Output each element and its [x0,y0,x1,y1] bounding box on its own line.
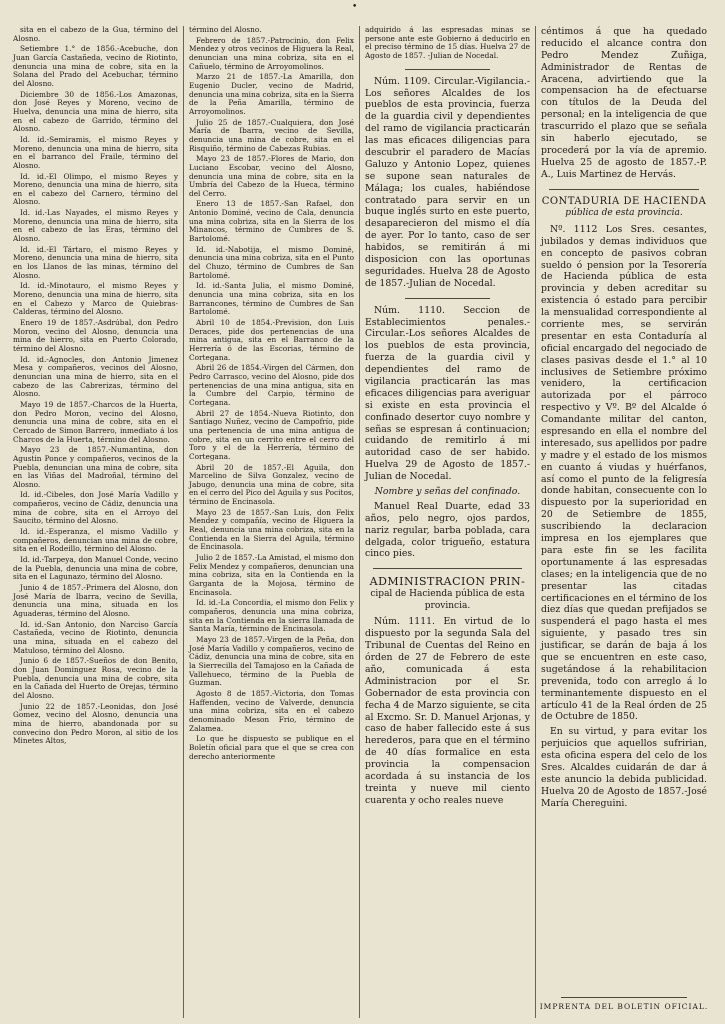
mine-entry: Junio 6 de 1857.-Sueños de don Benito, don Juan Dominguez Rosa, vecino de la Puebla, denuncia una mina de cobre, sita en la Cañada del Huerto de Orejas, término del Alosno. [13,656,178,700]
mine-entry: Id. id.-Tarpeya, don Manuel Conde, vecino de la Puebla, denuncia una mina de cobre, sita en el Lagunazo, término del Alosno. [13,555,178,582]
section-heading: CONTADURIA DE HACIENDA [541,195,707,207]
column-2 [184,26,360,1018]
top-mark: • [352,2,358,12]
divider [561,997,687,998]
mine-entry: Junio 4 de 1857.-Primera del Alosno, don José María de Ibarra, vecino de Sevilla, denuncia una mina, situada en los Aguaderas, término del Alosno. [13,583,178,618]
confined-description: Manuel Real Duarte, edad 33 años, pelo negro, ojos pardos, nariz regular, barba poblada, cara delgada, color trigueño, estatura cinco pies. [365,500,530,560]
mine-entry: Id. id.-San Antonio, don Narciso García Castañeda, vecino de Riotinto, denuncia una mina, situada en el cabezo del Matuloso, término del Alosno. [13,619,178,655]
mine-entry: Id. id.-Esperanza, el mismo Vadillo y compañeros, denuncian una mina de cobre, sita en el Rodeillo, término del Alosno. [13,527,178,554]
mine-entry: Id. id.-Las Nayades, el mismo Reyes y Moreno, denuncia una mina de hierro, sita en el cabezo de las Eras, término del Alosno. [13,208,178,244]
mine-entry: Julio 2 de 1857.-La Amistad, el mismo don Felix Mendez y compañeros, denuncian una mina cobriza, sita en la Contienda en la Garganta de la Mojosa, término de Encinasola. [189,553,354,597]
imprint-line: IMPRENTA DEL BOLETIN OFICIAL. [539,1002,709,1012]
notice-continuation: céntimos á que ha quedado reducido el alcance contra don Pedro Mendez Zuñiga, Administrador de Rentas de Aracena, advirtiendo que la compensacion ha de efectuarse con títulos de la Deuda del personal; en la inteligencia de que trascurrido el plazo que se señala sin haberlo ejecutado, se procederá por la vía de apremio. Huelva 25 de agosto de 1857.-P. A., Luis Martinez de Hervás. [541,26,707,180]
mine-entry: Id. id.-La Concordia, el mismo don Felix y compañeros, denuncia una mina cobriza, sita en la Contienda en la sierra llamada de Santa María, término de Encinasola. [189,598,354,634]
divider [549,189,699,190]
mine-entry: Setiembre 1.° de 1856.-Acebuche, don Juan García Castañeda, vecino de Riotinto, denuncia una mina de cobre, sita en la Solana del Prado del Acebuchar, término del Alosno. [13,44,178,88]
circular-1110: Núm. 1110. Seccion de Establecimientos penales.-Circular.-Los señores Alcaldes de los pueblos de esta provincia, fuerza de la guardia civil y dependientes del ramo de vigilancia practicarán las mas eficaces diligencias para averiguar si existe en esta provincia el confinado desertor cuyo nombre y señas se espresan á continuacion; cuidando de remitirlo á mi autoridad caso de ser habido. Huelva 29 de Agosto de 1857.-Julian de Nocedal. [365,304,530,483]
notice-continuation: adquirido á las espresadas minas se persone ante este Gobierno á deducirlo en el preciso término de 15 días. Huelva 27 de Agosto de 1857. -Julian de Nocedal. [365,26,530,60]
mine-entry: Marzo 21 de 1857.-La Amarilla, don Eugenio Ducler, vecino de Madrid, denuncia una mina cobriza, sita en la Sierra de la Peña Amarilla, término de Arroyomolinos. [189,72,354,116]
mine-entry: Agosto 8 de 1857.-Victoria, don Tomas Haffenden, vecino de Valverde, denuncia una mina cobriza, sita en el cabezo denominado Meson Frio, término de Zalamea. [189,688,354,733]
mine-entry: Mayo 23 de 1857.-Virgen de la Peña, don José María Vadillo y compañeros, vecino de Cádiz, denuncia una mina de cobre, sita en la Sierrecilla del Tamajoso en la Cañada de Vallehueco, término de la Puebla de Guzman. [189,634,354,688]
closing-notice: En su virtud, y para evitar los perjuicios que aquellos sufririan, esta oficina espera del celo de los Sres. Alcaldes cuidarán de dar á este anuncio la debida publicidad. Huelva 20 de Agosto de 1857.-José María Chereguini. [541,726,707,809]
column-1 [8,26,184,1018]
mine-entry: Id. id.-El Olimpo, el mismo Reyes y Moreno, denuncia una mina de hierro, sita en el cabezo del Carnero, término del Alosno. [13,171,178,207]
divider [373,568,522,569]
column-4 [536,26,712,1018]
mine-entry: Abril 20 de 1857.-El Aguila, don Marcelino de Silva Gonzalez, vecino de Jabugo, denuncia una mina de cobre, sita en el cerro del Pico del Aguila y sus Pocitos, término de Encinasola. [189,462,354,507]
mine-entry: sita en el cabezo de la Gua, término del Alosno. [13,26,178,43]
section-subheading: pública de esta provincia. [565,208,683,219]
mine-entry: Id. id.-Minotauro, el mismo Reyes y Moreno, denuncia una mina de hierro, sita en el Cabezo y Marco de Quiebras-Calderas, término del Alosno. [13,281,178,317]
mine-entry: Abril 27 de 1854.-Nueva Riotinto, don Santiago Nuñez, vecino de Campofrío, pide una pertenencia de una mina antigua de cobre, sita en un cerrito entre el cerro del Toro y el de la Herrería, término de Cortegana. [189,408,354,461]
closing-notice: Lo que he dispuesto se publique en el Boletín oficial para que el que se crea con derecho anteriormente [189,734,354,761]
columns [8,26,717,1018]
mine-entry: Mayo 23 de 1857.-Numantina, don Agustin Ponce y compañeros, vecinos de la Puebla, denuncian una mina de cobre, sita en las Viñas del Madroñal, término del Alosno. [13,445,178,489]
column-3 [360,26,536,1018]
circular-1109: Núm. 1109. Circular.-Vigilancia.-Los señores Alcaldes de los pueblos de esta provincia, fuerza de la guardia civil y dependientes del ramo de vigilancia practicarán las mas eficaces diligencias para descubrir el paradero de Macías Galuzo y Antonio Lopez, quienes se supone sean naturales de Málaga; los cuales, habiéndose contratado para servir en un buque inglés surto en este puerto, desaparecieron del mismo el día de ayer. Por lo tanto, caso de ser habidos, se remitirán á mi disposicion con las oportunas seguridades. Huelva 28 de Agosto de 1857.-Julian de Nocedal. [365,75,530,289]
section-heading: ADMINISTRACION PRIN- [369,575,526,589]
mine-entry: Junio 22 de 1857.-Leonidas, don José Gomez, vecino del Alosno, denuncia una mina de hierro, abandonada por su convecino don Pedro Moron, al sitio de los Minetes Altos, [13,701,178,746]
mine-entry: Id. id.-Cibeles, don José María Vadillo y compañeros, vecino de Cádiz, denuncia una mina de cobre, sita en el Arroyo del Saucito, término del Alosno. [13,490,178,526]
mine-entry: Enero 19 de 1857.-Asdrúbal, don Pedro Moron, vecino del Alosno, denuncia una mina de hierro, sita en Puerto Colorado, término del Alosno. [13,318,178,353]
mine-entry: Id. id.-Semiramis, el mismo Reyes y Moreno, denuncia una mina de hierro, sita en el barranco del Fraile, término del Alosno. [13,134,178,170]
mine-entry: Febrero de 1857.-Patrocinio, don Felix Mendez y otros vecinos de Higuera la Real, denuncian una mina cobriza, sita en el Cañuelo, término de Arroyomolinos. [189,35,354,71]
notice-1111: Núm. 1111. En virtud de lo dispuesto por la segunda Sala del Tribunal de Cuentas del Reino en órden de 27 de Febrero de este año, comunicada á esta Administracion por el Sr. Gobernador de esta provincia con fecha 4 de Marzo siguiente, se cita al Excmo. Sr. D. Manuel Arjonas, y caso de haber fallecido este á sus herederos, para que en el término de 40 días formalice en esta provincia la compensacion acordada á su instancia de los treinta y nueve mil ciento cuarenta y ocho reales nueve [365,616,530,806]
mine-entry: Abril 26 de 1854.-Virgen del Cármen, don Pedro Carrasco, vecino del Alosno, pide dos pertenencias de una mina antigua, sita en la Cumbre del Carpio, término de Cortegana. [189,363,354,407]
notice-1112: Nº. 1112 Los Sres. cesantes, jubilados y demas individuos que en concepto de pasivos cobran sueldo ó pension por la Tesorería de Hacienda pública de esta provincia y deben acreditar su existencia ó estado para percibir la mensualidad correspondiente al corriente mes, se servirán presentar en esta Contaduría al oficial encargado del negociado de clases pasivas desde el 1.° al 10 inclusives de Setiembre próximo venidero, la certificacion autorizada por el párroco respectivo y Vº. Bº del Alcalde ó Comandante militar del canton, espresando en ella el nombre del interesado, sus apellidos por padre y madre y el estado de los mismos en cuanto á viudas y huérfanos, así como el punto de la feligresía donde habitan, consecuente con lo dispuesto por la superioridad en 20 de Setiembre de 1855, suscribiendo la declaracion impresa en los ejemplares que para este fin se les facilita oportunamente á las espresadas clases; en la inteligencia que de no presentar las citadas certificaciones en el término de los diez días que quedan prefijados se suspenderá el pago hasta el mes siguiente, y pasado tres sin justificar, se darán de baja á los que se encuentren en este caso, sugetándose á la rehabilitacion prevenida, todo con arreglo á lo terminantemente dispuesto en el artículo 41 de la Real órden de 25 de Octubre de 1850. [541,223,707,723]
mine-entry: Diciembre 30 de 1856.-Los Amazonas, don José Reyes y Moreno, vecino de Huelva, denuncia una mina de hierro, sita en el cabezo de Garrido, término del Alosno. [13,89,178,134]
mine-entry: Id. id.-El Tártaro, el mismo Reyes y Moreno, denuncia una mina de hierro, sita en los Llanos de las minas, término del Alosno. [13,244,178,280]
divider [405,298,490,299]
mine-entry: Enero 13 de 1857.-San Rafael, don Antonio Dominé, vecino de Cala, denuncia una mina cobriza, sita en la Sierra de los Minancos, término de Cumbres de S. Bartolomé. [189,199,354,244]
mine-entry: Id. id.-Santa Julia, el mismo Dominé, denuncia una mina cobriza, sita en los Barrancones, término de Cumbres de San Bartolomé. [189,281,354,317]
divider [405,69,490,70]
mine-entry: Id. id.-Agnocles, don Antonio Jimenez Mesa y compañeros, vecinos del Alosno, denuncian una mina de hierro, sita en el cabezo de las Cabrerizas, término del Alosno. [13,354,178,399]
mine-entry: Id. id.-Nabotija, el mismo Dominé, denuncia una mina cobriza, sita en el Punto del Chuzo, término de Cumbres de San Bartolomé. [189,244,354,280]
mine-entry: Abril 10 de 1854.-Prevision, don Luis Deraces, pide dos pertenencias de una mina antigua, sita en el Barranco de la Herrería ó de las Escorias, término de Cortegana. [189,318,354,362]
mine-entry: Julio 25 de 1857.-Cualquiera, don José María de Ibarra, vecino de Sevilla, denuncia una mina de cobre, sita en el Risquiño, término de Cabezas Rubias. [189,117,354,153]
mine-entry: Mayo 19 de 1857.-Charcos de la Huerta, don Pedro Moron, vecino del Alosno, denuncia una mina de cobre, sita en el Cercado de Simon Barrero, inmediato á los Charcos de la Huerta, término del Alosno. [13,399,178,444]
confined-label: Nombre y señas del confinado. [374,486,521,498]
mine-entry: término del Alosno. [189,26,262,34]
mine-entry: Mayo 23 de 1857.-Flores de Mario, don Luciano Escobar, vecino del Alosno, denuncia una mina de cobre, sita en la Umbría del Cabezo de la Hueca, término del Cerro. [189,154,354,198]
section-subheading: cipal de Hacienda pública de esta provincia. [370,589,525,611]
mine-entry: Mayo 23 de 1857.-San Luis, don Felix Mendez y compañía, vecino de Higuera la Real, denuncia una mina cobriza, sita en la Contienda en la Sierra del Aguila, término de Encinasola. [189,507,354,552]
